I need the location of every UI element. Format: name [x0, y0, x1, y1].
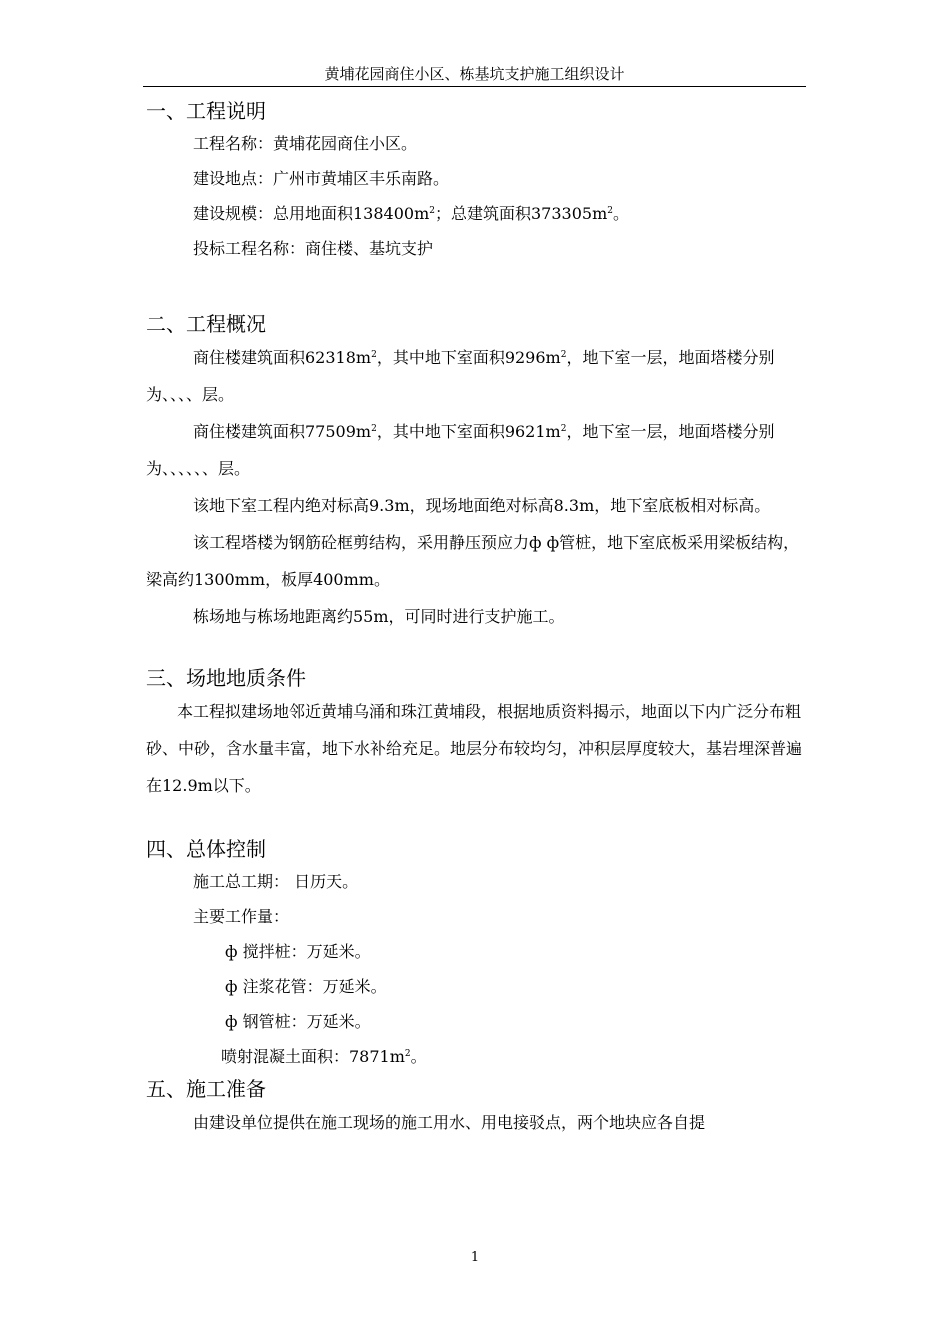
grouting-pipe-line: ф 注浆花管：万延米。 [225, 977, 387, 996]
scale-text-c: 。 [613, 204, 630, 223]
section-heading-4: 四、总体控制 [146, 837, 266, 861]
overview-text: 商住楼建筑面积77509m [193, 422, 372, 441]
duration-line: 施工总工期： 日历天。 [193, 872, 359, 891]
overview-text: ，其中地下室面积9621m [376, 422, 561, 441]
project-name-line: 工程名称：黄埔花园商住小区。 [193, 134, 418, 153]
mixing-pile-line: ф 搅拌桩：万延米。 [225, 942, 371, 961]
overview-paragraph-1 [146, 339, 808, 413]
section-heading-3: 三、场地地质条件 [146, 666, 306, 690]
scale-text-a: 建设规模：总用地面积138400m [193, 204, 430, 223]
running-header: 黄埔花园商住小区、栋基坑支护施工组织设计 [143, 62, 806, 87]
overview-text: ，其中地下室面积9296m [376, 348, 561, 367]
superscript: 2 [560, 424, 567, 434]
overview-paragraph-4: 该工程塔楼为钢筋砼框剪结构，采用静压预应力ф ф管桩，地下室底板采用梁板结构，梁高约1300mm，板厚400mm。 [146, 533, 800, 589]
superscript: 2 [371, 424, 377, 434]
scale-text-b: ；总建筑面积373305m [435, 204, 608, 223]
overview-paragraph-2 [146, 413, 808, 487]
overview-paragraph-3: 该地下室工程内绝对标高9.3m，现场地面绝对标高8.3m，地下室底板相对标高。 [193, 496, 771, 515]
geology-paragraph: 本工程拟建场地邻近黄埔乌涌和珠江黄埔段，根据地质资料揭示，地面以下内广泛分布粗砂、中砂，含水量丰富，地下水补给充足。地层分布较均匀，冲积层厚度较大，基岩埋深普遍在12.9m以下。 [146, 702, 803, 795]
location-line: 建设地点：广州市黄埔区丰乐南路。 [193, 169, 450, 188]
document-body [146, 96, 808, 1141]
shotcrete-text: 喷射混凝土面积：7871m [221, 1047, 405, 1066]
preparation-paragraph: 由建设单位提供在施工现场的施工用水、用电接驳点，两个地块应各自提 [193, 1113, 706, 1132]
scale-line [146, 196, 808, 231]
bid-project-line: 投标工程名称：商住楼、基坑支护 [193, 239, 434, 258]
overview-paragraph-5: 栋场地与栋场地距离约55m，可同时进行支护施工。 [193, 607, 565, 626]
section-heading-5: 五、施工准备 [146, 1077, 266, 1101]
superscript: 2 [404, 1049, 411, 1059]
superscript: 2 [371, 350, 377, 360]
overview-text: ，地下室一层，地面塔楼分别为、、、、层。 [146, 348, 775, 404]
superscript: 2 [429, 206, 435, 216]
overview-text: 商住楼建筑面积62318m [193, 348, 372, 367]
superscript: 2 [560, 350, 567, 360]
steel-pipe-pile-line: ф 钢管桩：万延米。 [225, 1012, 371, 1031]
superscript: 2 [607, 206, 613, 216]
shotcrete-area-line [146, 1039, 808, 1074]
workload-label: 主要工作量： [193, 907, 290, 926]
shotcrete-text-end: 。 [410, 1047, 427, 1066]
section-heading-2: 二、工程概况 [146, 312, 266, 336]
section-heading-1: 一、工程说明 [146, 99, 266, 123]
overview-text: ，地下室一层，地面塔楼分别为、、、、、、层。 [146, 422, 775, 478]
page-number: 1 [470, 1250, 480, 1265]
